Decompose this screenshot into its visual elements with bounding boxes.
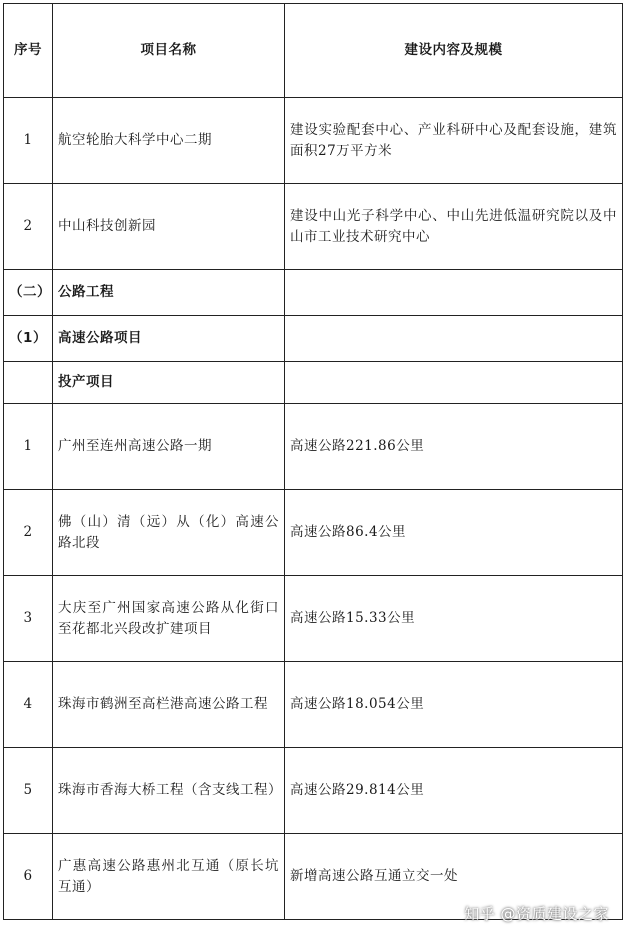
- header-project-name: 项目名称: [53, 4, 285, 98]
- section-empty-cell: [285, 270, 623, 316]
- project-table: [3, 3, 623, 920]
- table-row: [4, 404, 623, 490]
- row-serial: 1: [4, 404, 53, 490]
- table-row: [4, 662, 623, 748]
- row-content: 高速公路15.33公里: [285, 576, 623, 662]
- table-row: [4, 748, 623, 834]
- row-serial: 2: [4, 490, 53, 576]
- group-row: [4, 362, 623, 404]
- header-serial: 序号: [4, 4, 53, 98]
- watermark: 知乎 @资质建设之家: [464, 905, 609, 923]
- row-project-name: 广惠高速公路惠州北互通（原长坑互通）: [53, 834, 285, 920]
- row-content: 高速公路221.86公里: [285, 404, 623, 490]
- row-project-name: 广州至连州高速公路一期: [53, 404, 285, 490]
- row-content: 高速公路86.4公里: [285, 490, 623, 576]
- row-serial: 2: [4, 184, 53, 270]
- row-project-name: 佛（山）清（远）从（化）高速公路北段: [53, 490, 285, 576]
- row-content: 高速公路29.814公里: [285, 748, 623, 834]
- group-empty-cell: [285, 362, 623, 404]
- row-project-name: 大庆至广州国家高速公路从化街口至花都北兴段改扩建项目: [53, 576, 285, 662]
- row-project-name: 航空轮胎大科学中心二期: [53, 98, 285, 184]
- row-content: 高速公路18.054公里: [285, 662, 623, 748]
- row-serial: 3: [4, 576, 53, 662]
- row-serial: 6: [4, 834, 53, 920]
- row-serial: 1: [4, 98, 53, 184]
- row-project-name: 中山科技创新园: [53, 184, 285, 270]
- section-number: （二）: [4, 270, 53, 316]
- table-row: [4, 490, 623, 576]
- subsection-empty-cell: [285, 316, 623, 362]
- row-serial: 4: [4, 662, 53, 748]
- table-row: [4, 184, 623, 270]
- group-empty-cell: [4, 362, 53, 404]
- row-content: 建设中山光子科学中心、中山先进低温研究院以及中山市工业技术研究中心: [285, 184, 623, 270]
- group-title: 投产项目: [53, 362, 285, 404]
- header-row: [4, 4, 623, 98]
- table-row: [4, 98, 623, 184]
- row-serial: 5: [4, 748, 53, 834]
- subsection-row: [4, 316, 623, 362]
- header-content-scale: 建设内容及规模: [285, 4, 623, 98]
- row-project-name: 珠海市鹤洲至高栏港高速公路工程: [53, 662, 285, 748]
- section-row: [4, 270, 623, 316]
- row-content: 新增高速公路互通立交一处: [285, 834, 623, 920]
- row-content: 建设实验配套中心、产业科研中心及配套设施，建筑面积27万平方米: [285, 98, 623, 184]
- subsection-title: 高速公路项目: [53, 316, 285, 362]
- section-title: 公路工程: [53, 270, 285, 316]
- row-project-name: 珠海市香海大桥工程（含支线工程）: [53, 748, 285, 834]
- subsection-number: （1）: [4, 316, 53, 362]
- table-row: [4, 576, 623, 662]
